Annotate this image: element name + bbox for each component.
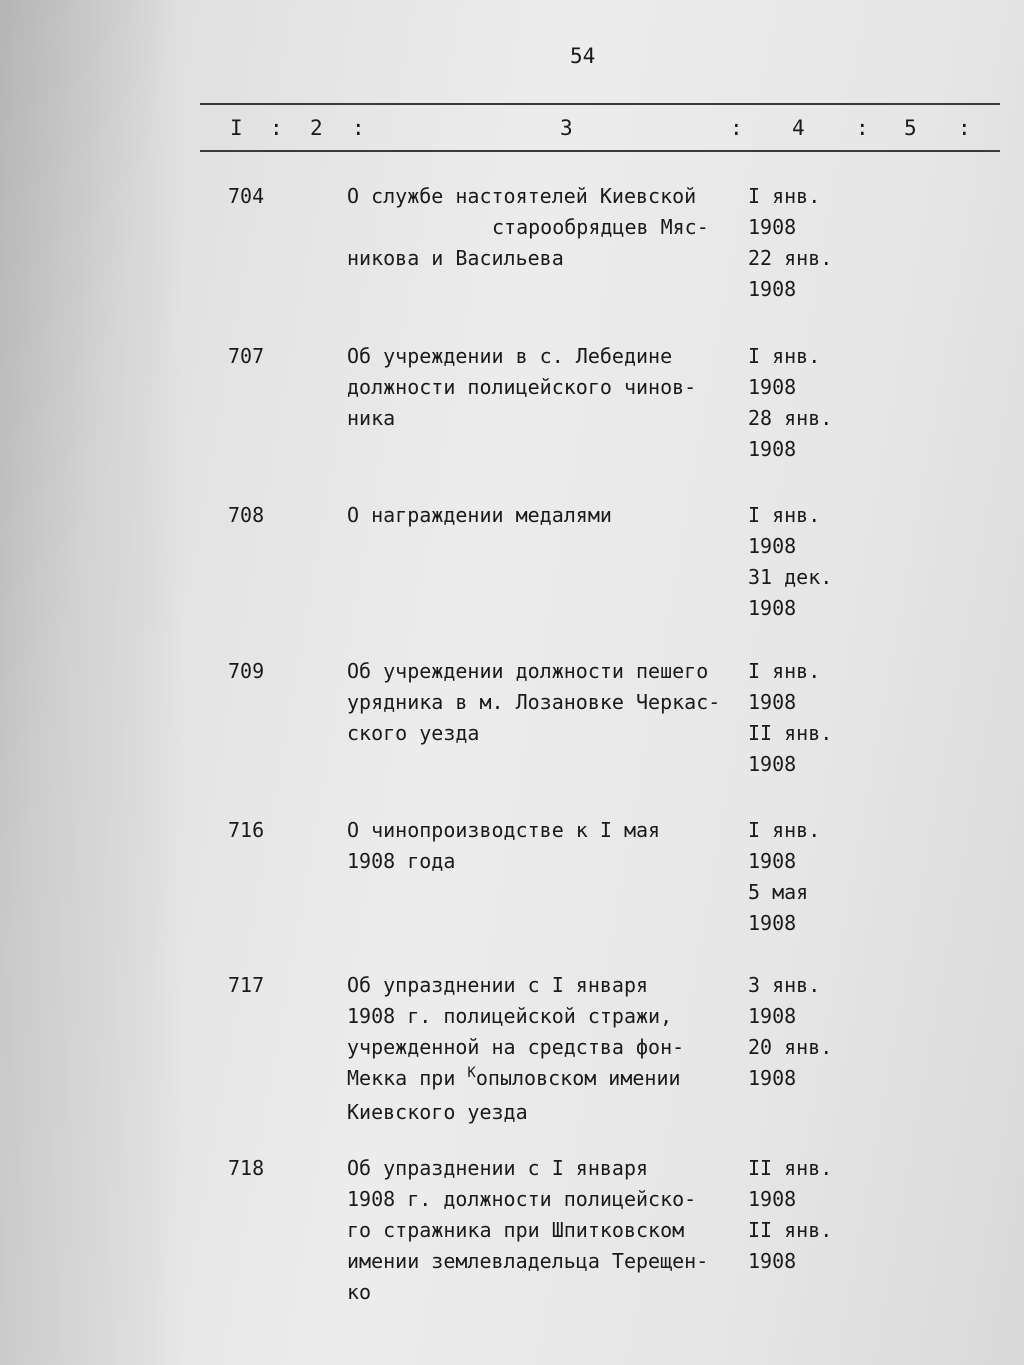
entry-title-line: никова и Васильева — [347, 246, 564, 270]
entry-title-line: Об учреждении в с. Лебедине — [347, 344, 673, 368]
entry-dates — [748, 341, 858, 465]
entry-title-line: ко — [347, 1280, 372, 1304]
entry-number: 707 — [228, 344, 265, 368]
entry-title-line: О службе настоятелей Киевской — [347, 184, 697, 208]
entry-title-line: ника — [347, 406, 396, 430]
entry-title-line: 1908 года — [347, 849, 456, 873]
entry-number: 717 — [228, 973, 265, 997]
column-header-sep-1: : — [270, 116, 283, 140]
header-rule-top — [200, 103, 1000, 105]
entry-title — [347, 341, 742, 434]
entry-title — [347, 181, 742, 274]
column-header-sep-2: : — [352, 116, 365, 140]
entry-title — [347, 656, 742, 749]
entry-date-line: 1908 — [748, 1066, 797, 1090]
entry-title-line: должности полицейского чинов- — [347, 375, 697, 399]
entry-date-line: 5 мая — [748, 880, 809, 904]
entry-date-line: 1908 — [748, 215, 797, 239]
entry-title — [347, 500, 742, 531]
entry-date-line: 1908 — [748, 277, 797, 301]
entry-date-line: 1908 — [748, 596, 797, 620]
entry-number: 704 — [228, 184, 265, 208]
entry-date-line: 1908 — [748, 1249, 797, 1273]
column-header-2: 2 — [310, 116, 323, 140]
entry-date-line: II янв. — [748, 1218, 833, 1242]
column-header-3: 3 — [560, 116, 573, 140]
entry-dates — [748, 970, 858, 1094]
entry-date-line: I янв. — [748, 503, 821, 527]
entry-date-line: 1908 — [748, 437, 797, 461]
entry-date-line: 28 янв. — [748, 406, 833, 430]
entry-date-line: 1908 — [748, 911, 797, 935]
entry-number: 708 — [228, 503, 265, 527]
entry-date-line: 20 янв. — [748, 1035, 833, 1059]
entry-title-line: 1908 г. должности полицейско- — [347, 1187, 697, 1211]
entry-title-line: Киевского уезда — [347, 1100, 528, 1124]
entry-date-line: 1908 — [748, 752, 797, 776]
entry-dates — [748, 181, 858, 305]
column-header-sep-3: : — [730, 116, 743, 140]
entry-date-line: 1908 — [748, 690, 797, 714]
header-rule-bottom — [200, 150, 1000, 152]
entry-number: 709 — [228, 659, 265, 683]
entry-dates — [748, 656, 858, 780]
entry-date-line: I янв. — [748, 818, 821, 842]
entry-number: 716 — [228, 818, 265, 842]
entry-title-line: О награждении медалями — [347, 503, 612, 527]
page-number: 54 — [570, 44, 596, 68]
column-header-sep-4: : — [856, 116, 869, 140]
entry-date-line: I янв. — [748, 659, 821, 683]
handwritten-correction: К — [467, 1065, 476, 1081]
entry-title-line: имении землевладельца Терещен- — [347, 1249, 709, 1273]
entry-title-line: учрежденной на средства фон- — [347, 1035, 685, 1059]
entry-title — [347, 1153, 742, 1308]
entry-title-line: Об упразднении с I января — [347, 973, 649, 997]
entry-date-line: 1908 — [748, 375, 797, 399]
entry-title-fragment: Мекка при — [347, 1066, 468, 1090]
column-header-5: 5 — [904, 116, 917, 140]
entry-number: 718 — [228, 1156, 265, 1180]
entry-title-line: старообрядцев Мяс- — [492, 215, 709, 239]
entry-date-line: II янв. — [748, 721, 833, 745]
page-edge-shadow — [0, 0, 185, 1365]
entry-title — [347, 970, 742, 1128]
column-header-4: 4 — [792, 116, 805, 140]
entry-title-line: Об упразднении с I января — [347, 1156, 649, 1180]
entry-date-line: 1908 — [748, 1187, 797, 1211]
entry-date-line: 3 янв. — [748, 973, 821, 997]
entry-date-line: I янв. — [748, 344, 821, 368]
entry-title-line: 1908 г. полицейской стражи, — [347, 1004, 673, 1028]
entry-title-fragment: опыловском имении — [475, 1066, 681, 1090]
entry-date-line: 1908 — [748, 534, 797, 558]
entry-dates — [748, 500, 858, 624]
entry-date-line: II янв. — [748, 1156, 833, 1180]
entry-date-line: I янв. — [748, 184, 821, 208]
entry-dates — [748, 1153, 858, 1277]
column-header-1: I — [230, 116, 243, 140]
entry-title-line: Об учреждении должности пешего — [347, 659, 709, 683]
entry-title-line: урядника в м. Лозановке Черкас- — [347, 690, 721, 714]
column-header-sep-5: : — [958, 116, 971, 140]
entry-date-line: 22 янв. — [748, 246, 833, 270]
entry-title — [347, 815, 742, 877]
entry-date-line: 1908 — [748, 849, 797, 873]
entry-title-line — [347, 1063, 742, 1097]
entry-dates — [748, 815, 858, 939]
entry-title-line: О чинопроизводстве к I мая — [347, 818, 661, 842]
entry-title-line: го стражника при Шпитковском — [347, 1218, 685, 1242]
entry-title-line: ского уезда — [347, 721, 480, 745]
entry-date-line: 31 дек. — [748, 565, 833, 589]
entry-date-line: 1908 — [748, 1004, 797, 1028]
